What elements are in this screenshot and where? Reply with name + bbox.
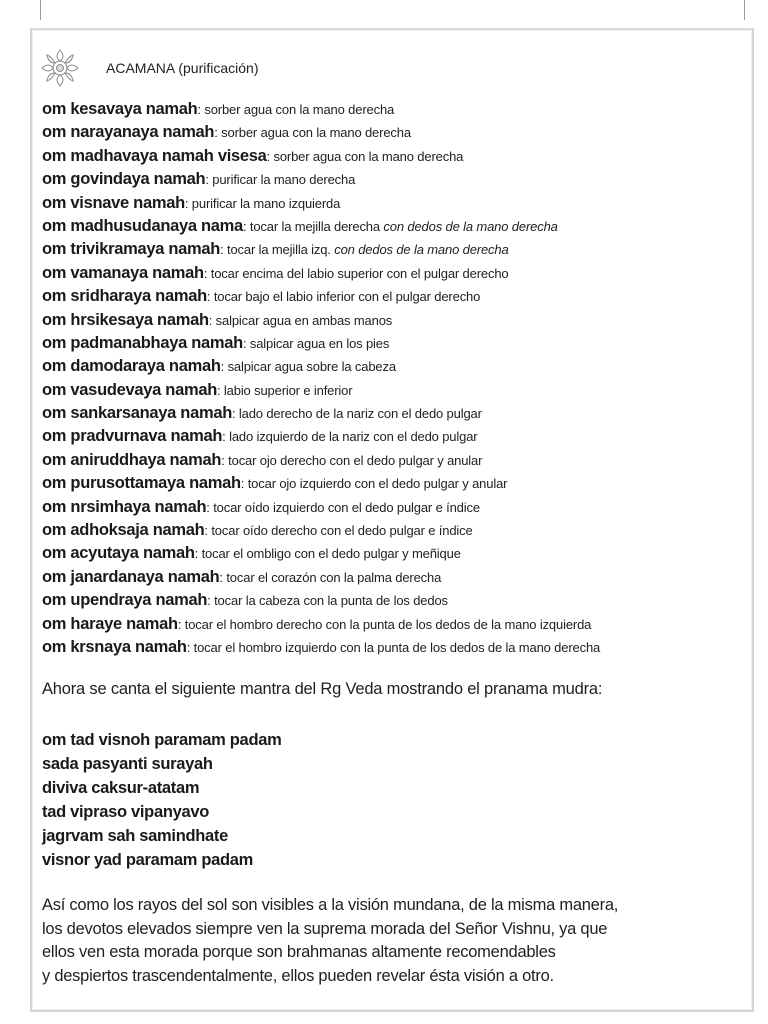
mantra-instruction: salpicar agua en ambas manos bbox=[215, 312, 393, 328]
mantra-line: om narayanaya namah: sorber agua con la mano derecha bbox=[42, 123, 411, 142]
mantra-name: om adhoksaja namah bbox=[42, 521, 205, 540]
mantra-line: om madhusudanaya nama: tocar la mejilla derecha con dedos de la mano derecha bbox=[42, 216, 558, 235]
section-header bbox=[36, 44, 536, 92]
verse-line: jagrvam sah samindhate bbox=[42, 827, 228, 845]
mantra-name: om acyutaya namah bbox=[42, 544, 195, 563]
mantra-name: om sankarsanaya namah bbox=[42, 404, 232, 423]
verse-line: diviva caksur-atatam bbox=[42, 779, 200, 797]
explanation-line: Así como los rayos del sol son visibles a la visión mundana, de la misma manera, bbox=[42, 896, 619, 914]
mantra-line: om upendraya namah: tocar la cabeza con la punta de los dedos bbox=[42, 591, 448, 610]
mantra-name: om hrsikesaya namah bbox=[42, 310, 209, 329]
mantra-line: om damodaraya namah: salpicar agua sobre la cabeza bbox=[42, 357, 396, 376]
mantra-instruction: tocar la mejilla izq. bbox=[226, 242, 331, 258]
verse-line: om tad visnoh paramam padam bbox=[42, 731, 282, 749]
mantra-instruction: tocar el ombligo con el dedo pulgar y meñique bbox=[201, 546, 461, 562]
lotus-emblem-icon bbox=[36, 44, 84, 92]
mantra-line: om krsnaya namah: tocar el hombro izquierdo con la punta de los dedos de la mano derecha bbox=[42, 637, 601, 656]
mantra-line: om madhavaya namah visesa: sorber agua con la mano derecha bbox=[42, 146, 464, 165]
mantra-name: om upendraya namah bbox=[42, 591, 208, 610]
mantra-instruction: purificar la mano izquierda bbox=[191, 195, 341, 211]
mantra-name: om madhusudanaya nama bbox=[42, 216, 243, 235]
mantra-instruction: tocar ojo izquierdo con el dedo pulgar y anular bbox=[247, 476, 508, 492]
mantra-name: om aniruddhaya namah bbox=[42, 450, 222, 469]
mantra-name: om pradvurnava namah bbox=[42, 427, 223, 446]
mantra-line: om padmanabhaya namah: salpicar agua en los pies bbox=[42, 333, 390, 352]
mantra-line: om kesavaya namah: sorber agua con la mano derecha bbox=[42, 100, 395, 118]
explanation-paragraph bbox=[42, 894, 618, 988]
mantra-instruction-note: con dedos de la mano derecha bbox=[383, 218, 558, 234]
mantra-name: om sridharaya namah bbox=[42, 287, 207, 306]
explanation-line: los devotos elevados siempre ven la suprema morada del Señor Vishnu, ya que bbox=[42, 919, 608, 938]
mantra-instruction: sorber agua con la mano derecha bbox=[204, 102, 395, 117]
mantra-line: om visnave namah: purificar la mano izquierda bbox=[42, 193, 341, 212]
mantra-instruction: tocar el hombro derecho con la punta de los dedos de la mano izquierda bbox=[184, 616, 592, 632]
mantra-name: om vasudevaya namah bbox=[42, 380, 217, 399]
mantra-instruction: tocar encima del labio superior con el pulgar derecho bbox=[210, 265, 509, 281]
mantra-instruction: tocar oído derecho con el dedo pulgar e índice bbox=[211, 523, 473, 539]
mantra-name: om krsnaya namah bbox=[42, 637, 187, 656]
page-edge-right-rule bbox=[744, 0, 745, 20]
mantra-name: om govindaya namah bbox=[42, 170, 206, 189]
mantra-line: om pradvurnava namah: lado izquierdo de la nariz con el dedo pulgar bbox=[42, 427, 478, 446]
mantra-instruction: tocar oído izquierdo con el dedo pulgar e índice bbox=[213, 499, 480, 515]
mantra-line: om aniruddhaya namah: tocar ojo derecho con el dedo pulgar y anular bbox=[42, 450, 483, 469]
mantra-instruction: tocar la mejilla derecha bbox=[249, 218, 380, 234]
mantra-instruction: salpicar agua sobre la cabeza bbox=[227, 359, 396, 375]
mantra-name: om visnave namah bbox=[42, 193, 185, 212]
mantra-line: om govindaya namah: purificar la mano derecha bbox=[42, 170, 356, 189]
mantra-line: om haraye namah: tocar el hombro derecho con la punta de los dedos de la mano izquierda bbox=[42, 614, 592, 633]
mantra-name: om haraye namah bbox=[42, 614, 178, 633]
mantra-name: om trivikramaya namah bbox=[42, 240, 221, 259]
mantra-instruction: tocar bajo el labio inferior con el pulgar derecho bbox=[213, 289, 481, 305]
verse-line: visnor yad paramam padam bbox=[42, 851, 254, 869]
mantra-instruction-note: con dedos de la mano derecha bbox=[334, 242, 509, 258]
mantra-instruction: salpicar agua en los pies bbox=[249, 335, 390, 351]
mantra-instruction: labio superior e inferior bbox=[223, 382, 353, 398]
mantra-line: om sridharaya namah: tocar bajo el labio inferior con el pulgar derecho bbox=[42, 287, 481, 306]
mantra-list bbox=[42, 98, 742, 659]
explanation-line: ellos ven esta morada porque son brahmanas altamente recomendables bbox=[42, 943, 556, 961]
verse-line: tad vipraso vipanyavo bbox=[42, 803, 210, 821]
mantra-name: om vamanaya namah bbox=[42, 263, 204, 282]
intro-paragraph: Ahora se canta el siguiente mantra del Rg Veda mostrando el pranama mudra: bbox=[42, 680, 603, 698]
section-title: ACAMANA (purificación) bbox=[106, 60, 259, 76]
mantra-instruction: lado derecho de la nariz con el dedo pulgar bbox=[238, 406, 482, 422]
mantra-instruction: purificar la mano derecha bbox=[212, 172, 356, 188]
mantra-name: om kesavaya namah bbox=[42, 100, 198, 118]
page-edge-left-rule bbox=[40, 0, 41, 20]
mantra-line: om adhoksaja namah: tocar oído derecho con el dedo pulgar e índice bbox=[42, 521, 473, 540]
mantra-name: om narayanaya namah bbox=[42, 123, 215, 142]
explanation-line: y despiertos trascendentalmente, ellos pueden revelar ésta visión a otro. bbox=[42, 966, 554, 985]
mantra-line: om hrsikesaya namah: salpicar agua en ambas manos bbox=[42, 310, 393, 329]
mantra-line: om janardanaya namah: tocar el corazón con la palma derecha bbox=[42, 567, 442, 586]
mantra-instruction: tocar el hombro izquierdo con la punta de los dedos de la mano derecha bbox=[193, 639, 601, 655]
mantra-name: om purusottamaya namah bbox=[42, 474, 241, 493]
mantra-instruction: tocar la cabeza con la punta de los dedos bbox=[214, 593, 448, 609]
mantra-name: om damodaraya namah bbox=[42, 357, 221, 376]
mantra-name: om padmanabhaya namah bbox=[42, 333, 243, 352]
mantra-line: om sankarsanaya namah: lado derecho de la nariz con el dedo pulgar bbox=[42, 404, 482, 423]
mantra-line: om vasudevaya namah: labio superior e inferior bbox=[42, 380, 353, 399]
mantra-line: om acyutaya namah: tocar el ombligo con el dedo pulgar y meñique bbox=[42, 544, 461, 563]
mantra-name: om nrsimhaya namah bbox=[42, 497, 207, 516]
mantra-instruction: lado izquierdo de la nariz con el dedo pulgar bbox=[229, 429, 478, 445]
mantra-line: om trivikramaya namah: tocar la mejilla izq. con dedos de la mano derecha bbox=[42, 240, 509, 259]
mantra-line: om vamanaya namah: tocar encima del labio superior con el pulgar derecho bbox=[42, 263, 509, 282]
mantra-name: om janardanaya namah bbox=[42, 567, 220, 586]
mantra-instruction: sorber agua con la mano derecha bbox=[221, 125, 411, 141]
mantra-instruction: tocar el corazón con la palma derecha bbox=[226, 569, 442, 585]
mantra-line: om nrsimhaya namah: tocar oído izquierdo con el dedo pulgar e índice bbox=[42, 497, 480, 516]
mantra-name: om madhavaya namah visesa bbox=[42, 146, 267, 165]
verse-block bbox=[42, 728, 281, 872]
mantra-instruction: sorber agua con la mano derecha bbox=[273, 148, 464, 164]
mantra-line: om purusottamaya namah: tocar ojo izquierdo con el dedo pulgar y anular bbox=[42, 474, 508, 493]
mantra-instruction: tocar ojo derecho con el dedo pulgar y anular bbox=[228, 452, 483, 468]
verse-line: sada pasyanti surayah bbox=[42, 755, 213, 773]
